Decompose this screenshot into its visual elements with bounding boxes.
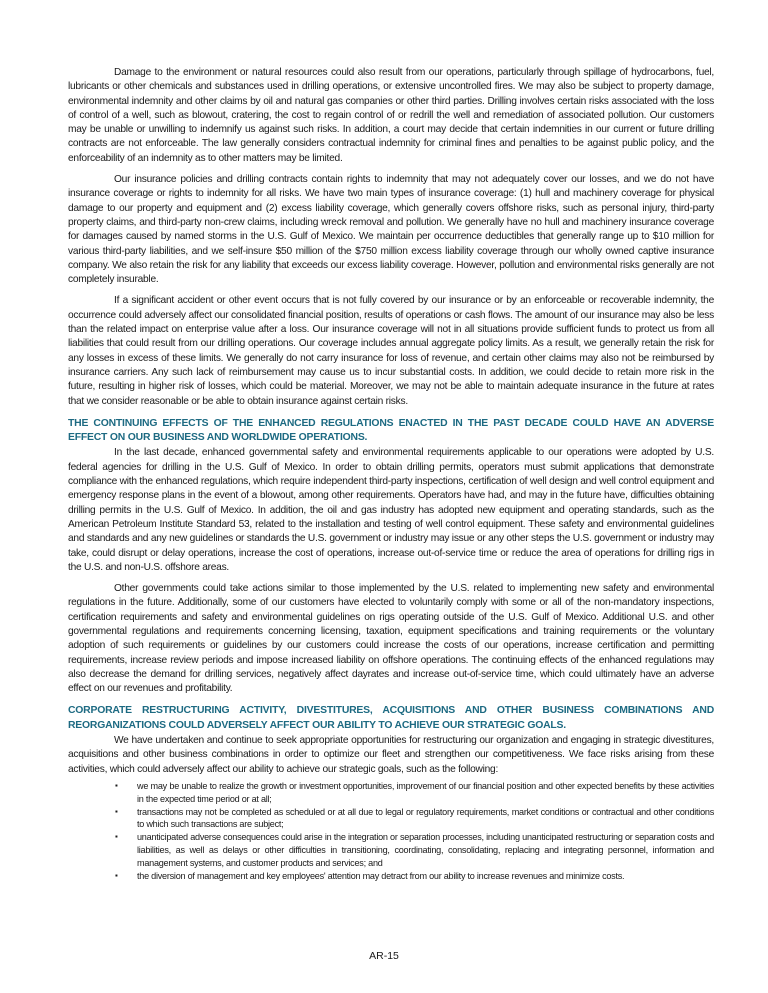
- bullet-square-icon: ▪: [115, 780, 118, 790]
- paragraph-uncovered-accident: If a significant accident or other event occurs that is not fully covered by our insurance or by an enforceable or recoverable indemnity, the occurrence could adversely affect our consolidated financial position, results of operations or cash flows. The amount of our insurance may also be less than the related impact on enterprise value after a loss. Our insurance coverage will not in all situations provide sufficient funds to protect us from all liabilities that could result from our drilling operations. Our coverage includes annual aggregate policy limits. As a result, we generally retain the risk for any losses in excess of these limits. We generally do not carry insurance for loss of revenue, and certain other claims may also not be reimbursed by insurance carriers. Any such lack of reimbursement may cause us to incur substantial costs. In addition, we could decide to retain more risk in the future, resulting in higher risk of losses, which could be material. Moreover, we may not be able to maintain adequate insurance in the future at rates that we consider reasonable or be able to obtain insurance against certain risks.: [68, 295, 714, 407]
- risk-bullet-list: [68, 780, 714, 882]
- bullet-square-icon: ▪: [115, 870, 118, 880]
- list-item: [68, 780, 714, 805]
- paragraph-insurance-policies: Our insurance policies and drilling contracts contain rights to indemnity that may not adequately cover our losses, and we do not have insurance coverage or rights to indemnity for all risks. We have two main types of insurance coverage: (1) hull and machinery coverage for physical damage to our property and equipment and (2) excess liability coverage, which generally covers offshore risks, such as personal injury, third-party property claims, and third-party non-crew claims, including wreck removal and pollution. We generally have no hull and machinery insurance coverage for damages caused by named storms in the U.S. Gulf of Mexico. We maintain per occurrence deductibles that generally range up to $10 million for various third-party liabilities, and we self-insure $50 million of the $750 million excess liability coverage through our wholly owned captive insurance company. We also retain the risk for any liability that exceeds our excess liability coverage. However, pollution and environmental risks generally are not completely insurable.: [68, 174, 714, 286]
- paragraph-environmental-damage: Damage to the environment or natural resources could also result from our operations, particularly through spillage of hydrocarbons, fuel, lubricants or other chemicals and substances used in drilling operations, or extensive uncontrolled fires. We may also be subject to property damage, environmental indemnity and other claims by oil and natural gas companies or other third parties. Drilling involves certain risks associated with the loss of control of a well, such as blowout, cratering, the cost to regain control of or redrill the well and remediation of associated pollution. Our customers may be unable or unwilling to indemnify us against such risks. In addition, a court may decide that certain indemnities in our current or future drilling contracts are not enforceable. The law generally considers contractual indemnity for criminal fines and penalties to be against public policy, and the enforceability of an indemnity as to other matters may be limited.: [68, 67, 714, 164]
- list-item: [68, 806, 714, 831]
- bullet-text: unanticipated adverse consequences could arise in the integration or separation processes, including unanticipated restructuring or separation costs and liabilities, as well as delays or other difficulties in transitioning, coordinating, consolidating, replacing and integrating personnel, information and management systems, and customer products and services; and: [137, 832, 714, 868]
- paragraph-restructuring-intro: We have undertaken and continue to seek appropriate opportunities for restructuring our organization and engaging in strategic divestitures, acquisitions and other business combinations in order to optimize our fleet and strengthen our competitiveness. We face risks arising from these activities, which could adversely affect our ability to achieve our strategic goals, such as the following:: [68, 735, 714, 775]
- paragraph-other-governments: Other governments could take actions similar to those implemented by the U.S. related to implementing new safety and environmental regulations in the future. Additionally, some of our customers have elected to voluntarily comply with some or all of the non-mandatory inspections, certification requirements and safety and environmental guidelines on rigs operating outside of the U.S. Gulf of Mexico. Additional U.S. and other governmental regulations and requirements concerning licensing, taxation, equipment specifications and training requirements or the voluntary adoption of such requirements or guidelines by our customers could increase the costs of our operations, increase certification and permitting requirements, increase review periods and impose increased liability on offshore operations. The continuing effects of the enhanced regulations may also decrease the demand for drilling services, negatively affect dayrates and increase out-of-service time, which could ultimately have an adverse effect on our revenues and profitability.: [68, 583, 714, 695]
- bullet-text: transactions may not be completed as scheduled or at all due to legal or regulatory requirements, market conditions or contractual and other conditions to which such transactions are subject;: [137, 806, 714, 830]
- bullet-text: we may be unable to realize the growth or investment opportunities, improvement of our financial position and other expected benefits by these activities in the expected time period or at all;: [137, 780, 714, 804]
- paragraph-last-decade-regulations: In the last decade, enhanced governmental safety and environmental requirements applicable to our operations were adopted by U.S. federal agencies for drilling in the U.S. Gulf of Mexico. In order to obtain drilling permits, operators must submit applications that demonstrate compliance with the enhanced regulations, which require independent third-party inspections, certification of well design and well control equipment and emergency response plans in the event of a blowout, among other requirements. Operators have had, and may in the future have, difficulties obtaining drilling permits in the U.S. Gulf of Mexico. In addition, the oil and gas industry has adopted new equipment and operating standards, such as the American Petroleum Institute Standard 53, related to the installation and testing of well control equipment. These safety and environmental guidelines and standards and any new guidelines or standards the U.S. government or industry may issue or any other steps the U.S. government or industry may take, could disrupt or delay operations, increase the cost of operations, increase out-of-service time or reduce the area of operations for drilling rigs in the U.S. and non-U.S. offshore areas.: [68, 447, 714, 573]
- bullet-square-icon: ▪: [115, 832, 118, 842]
- list-item: [68, 831, 714, 869]
- bullet-square-icon: ▪: [115, 806, 118, 816]
- bullet-text: the diversion of management and key employees' attention may detract from our ability to increase revenues and minimize costs.: [137, 870, 625, 881]
- section-heading-corporate-restructuring: CORPORATE RESTRUCTURING ACTIVITY, DIVESTITURES, ACQUISITIONS AND OTHER BUSINESS COMBINATIONS AND REORGANIZATIONS COULD ADVERSELY AFFECT OUR ABILITY TO ACHIEVE OUR STRATEGIC GOALS.: [68, 705, 714, 731]
- section-heading-enhanced-regulations: THE CONTINUING EFFECTS OF THE ENHANCED REGULATIONS ENACTED IN THE PAST DECADE COULD HAVE AN ADVERSE EFFECT ON OUR BUSINESS AND WORLDWIDE OPERATIONS.: [68, 417, 714, 444]
- page-number: AR-15: [369, 950, 399, 962]
- list-item: [68, 870, 714, 883]
- document-page: [68, 66, 714, 883]
